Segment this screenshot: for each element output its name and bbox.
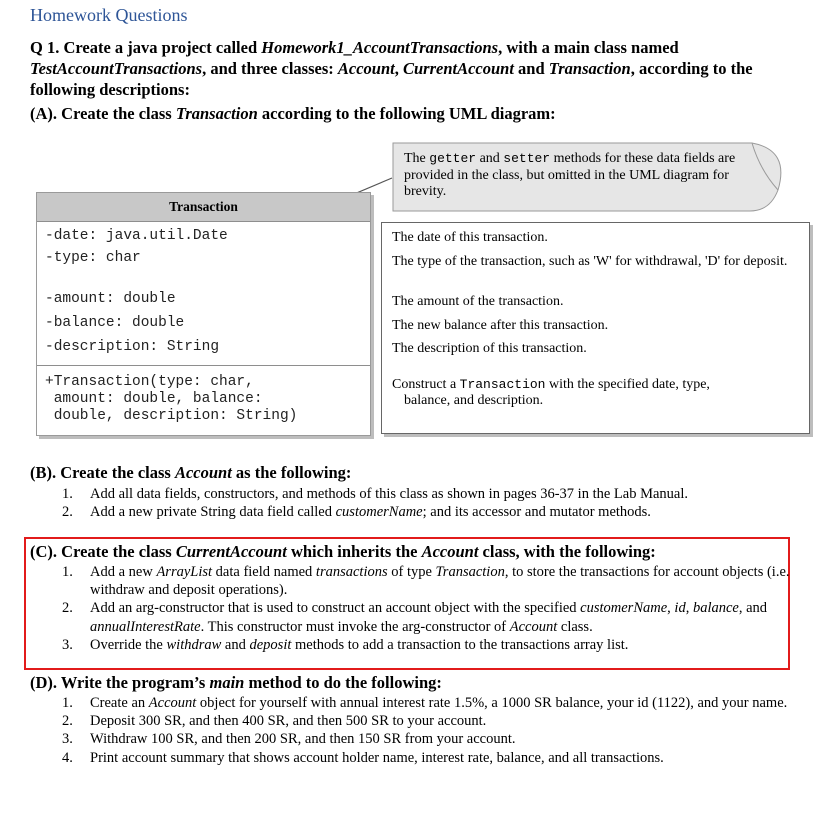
desc-description: The description of this transaction. bbox=[392, 341, 587, 356]
page-heading: Homework Questions bbox=[30, 5, 188, 25]
list-item: 2. Deposit 300 SR, and then 400 SR, and then 500 SR to your account. bbox=[62, 713, 487, 730]
list-item: 3. Override the withdraw and deposit methods to add a transaction to the transactions array list. bbox=[62, 636, 629, 653]
list-item: 1. Create an Account object for yourself with annual interest rate 1.5%, a 1000 SR balance, your id (1122), and your name. bbox=[62, 695, 788, 711]
uml-note: The getter and setter methods for these data fields are provided in the class, but omitted in the UML diagram for brevity. bbox=[404, 151, 736, 199]
desc-constructor: Construct a Transaction with the specified date, type, balance, and description. bbox=[392, 377, 710, 408]
uml-field-type: -type: char bbox=[45, 250, 141, 266]
desc-balance: The new balance after this transaction. bbox=[392, 318, 609, 333]
part-c-list bbox=[62, 563, 802, 654]
list-item: 1. Add a new ArrayList data field named transactions of type Transaction, to store the transactions for account objects (i.e. withdraw and deposit operations). bbox=[62, 564, 790, 599]
part-d-list bbox=[62, 694, 802, 767]
list-item: 2. Add an arg-constructor that is used to construct an account object with the specified customerName, id, balance, and annualInterestRate. This constructor must invoke the arg-constructor of Account class. bbox=[62, 600, 768, 635]
list-item: 3. Withdraw 100 SR, and then 200 SR, and then 150 SR from your account. bbox=[62, 731, 516, 748]
question-1: Q 1. Create a java project called Homework1_AccountTransactions, with a main class named TestAccountTransactions, and three classes: Account, CurrentAccount and Transaction, according to the following descriptions: bbox=[30, 38, 753, 99]
part-b-list bbox=[62, 485, 802, 521]
part-b-heading: (B). Create the class Account as the following: bbox=[30, 463, 352, 482]
uml-descriptions-box bbox=[381, 222, 810, 434]
uml-class-name: Transaction bbox=[37, 193, 370, 222]
uml-field-amount: -amount: double bbox=[45, 291, 176, 307]
uml-divider bbox=[37, 365, 370, 366]
desc-amount: The amount of the transaction. bbox=[392, 294, 564, 309]
uml-field-date: -date: java.util.Date bbox=[45, 228, 228, 244]
desc-date: The date of this transaction. bbox=[392, 230, 548, 245]
uml-constructor: +Transaction(type: char, amount: double, balance: double, description: String) bbox=[45, 374, 298, 424]
uml-field-description: -description: String bbox=[45, 339, 220, 355]
part-c-heading: (C). Create the class CurrentAccount which inherits the Account class, with the following: bbox=[30, 542, 656, 561]
desc-type: The type of the transaction, such as 'W' for withdrawal, 'D' for deposit. bbox=[392, 254, 788, 269]
list-item: 1. Add all data fields, constructors, and methods of this class as shown in pages 36-37 in the Lab Manual. bbox=[62, 486, 689, 502]
uml-field-balance: -balance: double bbox=[45, 315, 185, 331]
list-item: 4. Print account summary that shows account holder name, interest rate, balance, and all transactions. bbox=[62, 749, 664, 766]
list-item: 2. Add a new private String data field called customerName; and its accessor and mutator methods. bbox=[62, 504, 651, 521]
part-d-heading: (D). Write the program’s main method to do the following: bbox=[30, 673, 442, 692]
uml-class-box bbox=[36, 192, 371, 436]
part-a-heading: (A). Create the class Transaction according to the following UML diagram: bbox=[30, 104, 556, 123]
